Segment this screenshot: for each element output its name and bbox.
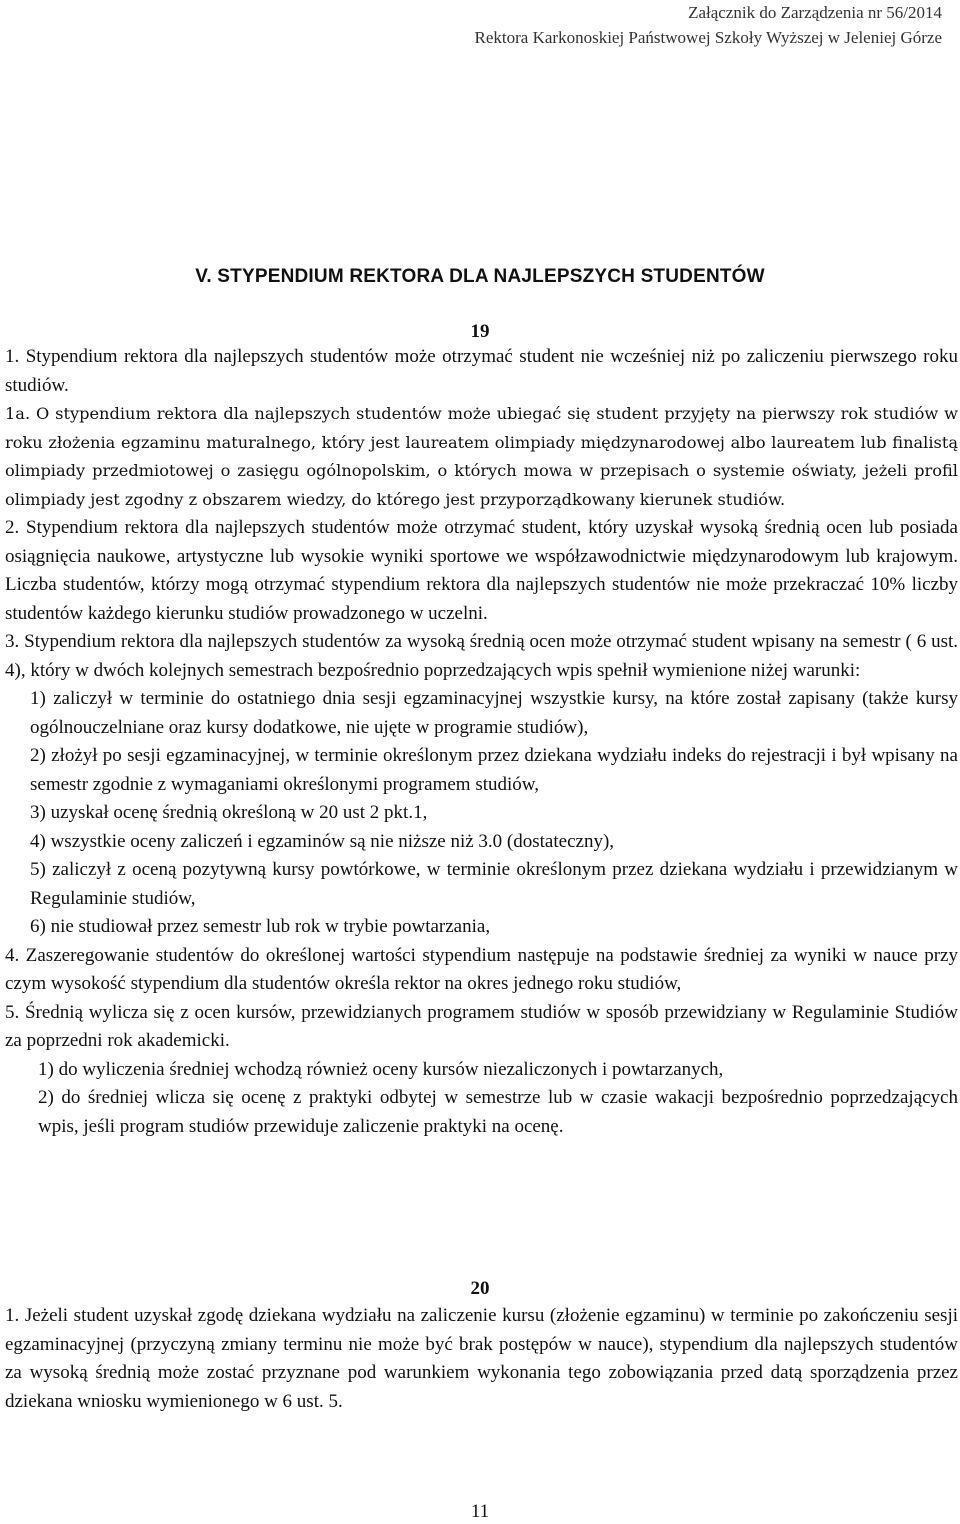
para20-item-1: 1. Jeżeli student uzyskał zgodę dziekana wydziału na zaliczenie kursu (złożenie egzaminu) w terminie po zakończeniu sesji egzaminacyjnej (przyczyną zmiany terminu nie może być brak postępów w nauce), stypendium dla najlepszych studentów za wysoką średnią może zostać przyznane pod warunkiem wykonania tego zobowiązania przed datą sporządzenia przez dziekana wniosku wymienionego w 6 ust. 5. [5, 1305, 958, 1412]
page-number: 11 [470, 1501, 490, 1522]
condition-3: 3) uzyskał ocenę średnią określoną w 20 ust 2 pkt.1, [30, 802, 428, 823]
item-3: 3. Stypendium rektora dla najlepszych studentów za wysoką średnią ocen może otrzymać student wpisany na semestr ( 6 ust. 4), który w dwóch kolejnych semestrach bezpośrednio poprzedzających wpis spełnił wymienione niżej warunki: [5, 631, 958, 681]
item-1: 1. Stypendium rektora dla najlepszych studentów może otrzymać student nie wcześniej niż po zaliczeniu pierwszego roku studiów. [5, 346, 958, 396]
item-5-sub-1: 1) do wyliczenia średniej wchodzą również oceny kursów niezaliczonych i powtarzanych, [38, 1058, 724, 1080]
header-line-1: Załącznik do Zarządzenia nr 56/2014 [688, 3, 942, 22]
condition-5: 5) zaliczył z oceną pozytywną kursy powtórkowe, w terminie określonym przez dziekana wydziału i przewidzianym w Regulaminie studiów, [30, 859, 958, 909]
item-1a: 1a. O stypendium rektora dla najlepszych studentów może ubiegać się student przyjęty na pierwszy rok studiów w roku złożenia egzaminu maturalnego, który jest laureatem olimpiady międzynarodowej albo laureatem lub finalistą olimpiady przedmiotowej o zasięgu ogólnopolskim, o których mowa w przepisach o systemie oświaty, jeżeli profil olimpiady jest zgodny z obszarem wiedzy, do którego jest przyporządkowany kierunek studiów. [5, 404, 958, 509]
item-5-sub-2: 2) do średniej wlicza się ocenę z praktyki odbytej w semestrze lub w czasie wakacji bezpośrednio poprzedzających wpis, jeśli program studiów przewiduje zaliczenie praktyki na ocenę. [38, 1087, 958, 1137]
condition-1: 1) zaliczył w terminie do ostatniego dnia sesji egzaminacyjnej wszystkie kursy, na które został zapisany (także kursy ogólnouczelniane oraz kursy dodatkowe, nie ujęte w programie studiów), [30, 688, 958, 738]
condition-2: 2) złożył po sesji egzaminacyjnej, w terminie określonym przez dziekana wydziału indeks do rejestracji i był wpisany na semestr zgodnie z wymaganiami określonymi programem studiów, [30, 745, 958, 795]
header-line-2: Rektora Karkonoskiej Państwowej Szkoły Wyższej w Jeleniej Górze [474, 28, 942, 47]
page-header [475, 0, 942, 50]
item-5: 5. Średnią wylicza się z ocen kursów, przewidzianych programem studiów w sposób przewidziany w Regulaminie Studiów za poprzedni rok akademicki. [5, 1001, 958, 1051]
item-4: 4. Zaszeregowanie studentów do określonej wartości stypendium następuje na podstawie średniej za wyniki w nauce przy czym wysokość stypendium dla studentów określa rektor na okres jednego roku studiów, [5, 944, 958, 994]
paragraph-19-body [5, 343, 958, 1141]
condition-6: 6) nie studiował przez semestr lub rok w trybie powtarzania, [30, 916, 491, 937]
paragraph-20-body [5, 1302, 958, 1416]
paragraph-number-20: 20 [470, 1278, 490, 1299]
section-title: V. STYPENDIUM REKTORA DLA NAJLEPSZYCH STUDENTÓW [195, 266, 765, 287]
item-2: 2. Stypendium rektora dla najlepszych studentów może otrzymać student, który uzyskał wysoką średnią ocen lub posiada osiągnięcia naukowe, artystyczne lub wysokie wyniki sportowe we współzawodnictwie międzynarodowym lub krajowym. Liczba studentów, którzy mogą otrzymać stypendium rektora dla najlepszych studentów nie może przekraczać 10% liczby studentów każdego kierunku studiów prowadzonego w uczelni. [5, 517, 958, 624]
condition-4: 4) wszystkie oceny zaliczeń i egzaminów są nie niższe niż 3.0 (dostateczny), [30, 830, 615, 852]
paragraph-number-19: 19 [470, 321, 490, 342]
